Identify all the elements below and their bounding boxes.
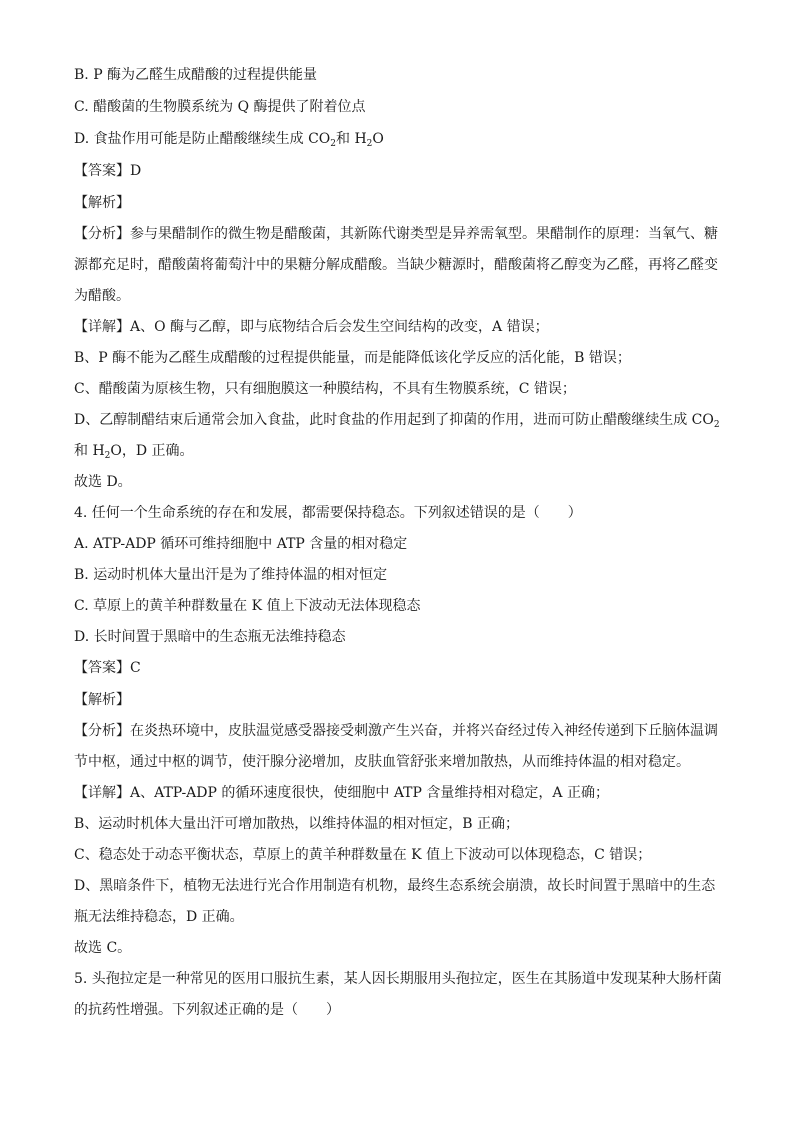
q4-detail-c: C、稳态处于动态平衡状态，草原上的黄羊种群数量在 K 值上下波动可以体现稳态，C 错误； xyxy=(74,847,652,863)
q4-analysis-line: 节中枢，通过中枢的调节，使汗腺分泌增加，皮肤血管舒张来增加散热，从而维持体温的相对稳定。 xyxy=(74,754,690,770)
subscript: 2 xyxy=(366,139,373,149)
q4-analysis-line: 【分析】在炎热环境中，皮肤温觉感受器接受刺激产生兴奋，并将兴奋经过传入神经传递到下丘脑体温调 xyxy=(74,723,718,739)
q3-detail-d-line2 xyxy=(74,442,724,460)
q4-detail-b: B、运动时机体大量出汗可增加散热，以维持体温的相对恒定，B 正确； xyxy=(74,816,520,832)
q3-answer: 【答案】D xyxy=(74,163,142,179)
q3-choose: 故选 D。 xyxy=(74,474,132,490)
subscript: 2 xyxy=(330,139,336,149)
q5-stem-line1: 5. 头孢拉定是一种常见的医用口服抗生素，某人因长期服用头孢拉定，医生在其肠道中发现某种大肠杆菌 xyxy=(74,971,722,987)
q3-analysis-label: 【解析】 xyxy=(74,195,130,211)
q3-detail-b: B、P 酶不能为乙醛生成醋酸的过程提供能量，而是能降低该化学反应的活化能，B 错误； xyxy=(74,350,631,366)
q3-detail-d-text-end: O，D 正确。 xyxy=(110,443,194,459)
q4-detail-d-line2: 瓶无法维持稳态，D 正确。 xyxy=(74,909,244,925)
q3-option-d xyxy=(74,130,724,148)
q4-option-d: D. 长时间置于黑暗中的生态瓶无法维持稳态 xyxy=(74,629,346,645)
subscript: 2 xyxy=(713,420,720,430)
q3-detail-d-text: 和 H xyxy=(74,443,105,459)
q4-stem: 4. 任何一个生命系统的存在和发展，都需要保持稳态。下列叙述错误的是（ ） xyxy=(74,505,582,521)
q4-answer: 【答案】C xyxy=(74,660,141,676)
q4-analysis-label: 【解析】 xyxy=(74,692,130,708)
q4-option-a: A. ATP-ADP 循环可维持细胞中 ATP 含量的相对稳定 xyxy=(74,536,408,552)
q3-option-d-text: D. 食盐作用可能是防止醋酸继续生成 CO xyxy=(74,131,331,147)
q3-analysis-line: 源都充足时，醋酸菌将葡萄汁中的果糖分解成醋酸。当缺少糖源时，醋酸菌将乙醇变为乙醛，再将乙醛变 xyxy=(74,257,718,273)
q4-detail-d-line1: D、黑暗条件下，植物无法进行光合作用制造有机物，最终生态系统会崩溃，故长时间置于黑暗中的生态 xyxy=(74,878,716,894)
q4-detail-a: 【详解】A、ATP-ADP 的循环速度很快，使细胞中 ATP 含量维持相对稳定，A 正确； xyxy=(74,785,609,801)
q3-detail-d-text: D、乙醇制醋结束后通常会加入食盐，此时食盐的作用起到了抑菌的作用，进而可防止醋酸继续生成 CO xyxy=(74,412,714,428)
q3-analysis-line: 为醋酸。 xyxy=(74,288,130,304)
subscript: 2 xyxy=(104,451,111,461)
q4-option-c: C. 草原上的黄羊种群数量在 K 值上下波动无法体现稳态 xyxy=(74,598,421,614)
q5-stem-line2: 的抗药性增强。下列叙述正确的是（ ） xyxy=(74,1002,340,1018)
q3-detail-a: 【详解】A、O 酶与乙醇，即与底物结合后会发生空间结构的改变，A 错误； xyxy=(74,319,549,335)
q3-option-b: B. P 酶为乙醛生成醋酸的过程提供能量 xyxy=(74,67,318,83)
q4-option-b: B. 运动时机体大量出汗是为了维持体温的相对恒定 xyxy=(74,567,388,583)
q3-option-d-text-mid: 和 H xyxy=(336,131,367,147)
q3-option-c: C. 醋酸菌的生物膜系统为 Q 酶提供了附着位点 xyxy=(74,99,366,115)
q4-choose: 故选 C。 xyxy=(74,940,132,956)
q3-analysis-line: 【分析】参与果醋制作的微生物是醋酸菌，其新陈代谢类型是异养需氧型。果醋制作的原理：当氧气、糖 xyxy=(74,226,718,242)
q3-detail-c: C、醋酸菌为原核生物，只有细胞膜这一种膜结构，不具有生物膜系统，C 错误； xyxy=(74,381,576,397)
q3-detail-d-line1 xyxy=(74,411,724,429)
q3-option-d-text-end: O xyxy=(372,131,384,147)
